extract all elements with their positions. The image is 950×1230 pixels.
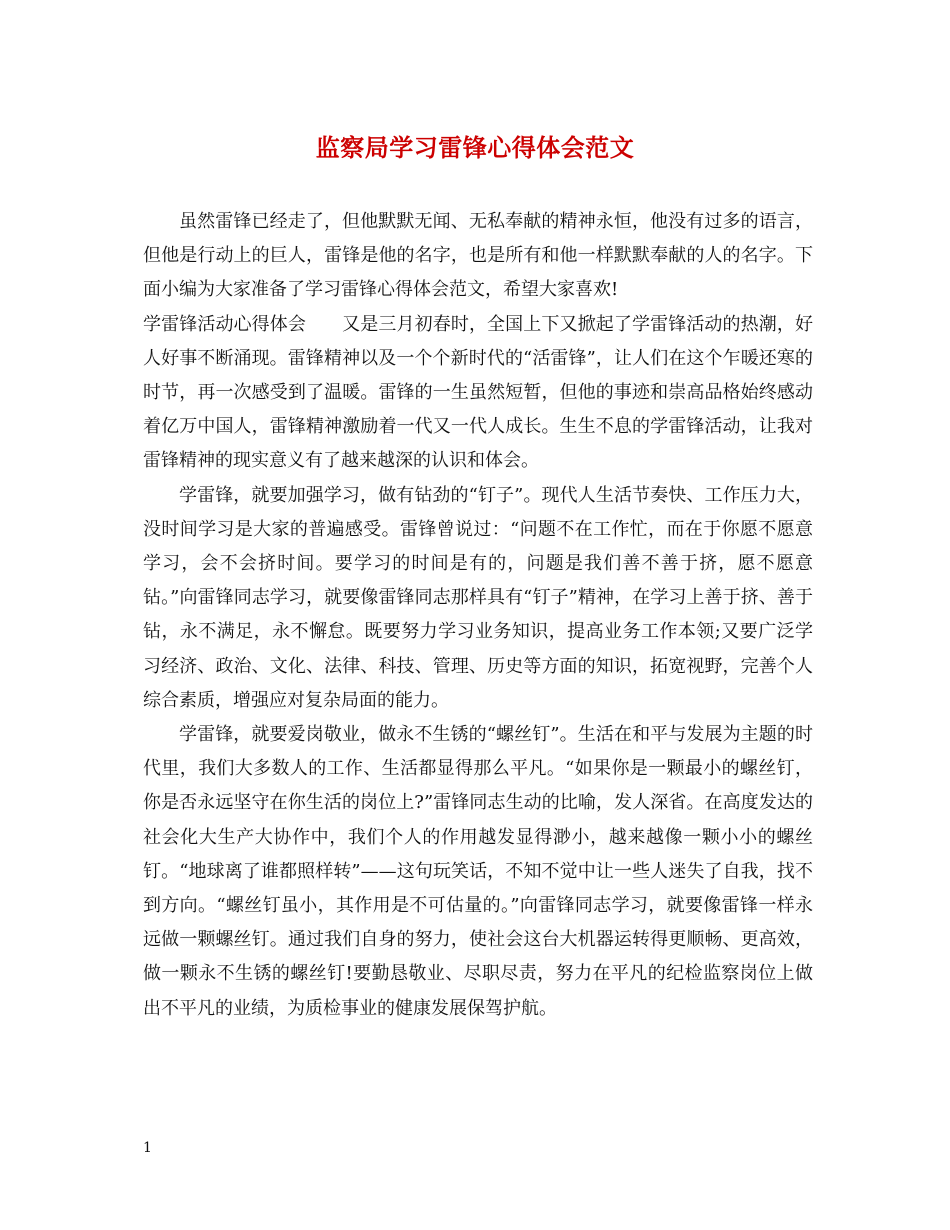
section-label: 学雷锋活动心得体会 <box>143 313 307 335</box>
paragraph-study-nail: 学雷锋，就要加强学习，做有钻劲的“钉子”。现代人生活节奏快、工作压力大，没时间学习是大家的普遍感受。雷锋曾说过：“问题不在工作忙，而在于你愿不愿意学习，会不会挤时间。要学习的时间是有的，问题是我们善不善于挤，愿不愿意钻。”向雷锋同志学习，就要像雷锋同志那样具有“钉子”精神，在学习上善于挤、善于钻，永不满足，永不懈怠。既要努力学习业务知识，提高业务工作本领;又要广泛学习经济、政治、文化、法律、科技、管理、历史等方面的知识，拓宽视野，完善个人综合素质，增强应对复杂局面的能力。 <box>143 484 813 711</box>
document-body <box>143 205 813 1026</box>
paragraph-screw: 学雷锋，就要爱岗敬业，做永不生锈的“螺丝钉”。生活在和平与发展为主题的时代里，我们大多数人的工作、生活都显得那么平凡。“如果你是一颗最小的螺丝钉，你是否永远坚守在你生活的岗位上?”雷锋同志生动的比喻，发人深省。在高度发达的社会化大生产大协作中，我们个人的作用越发显得渺小，越来越像一颗小小的螺丝钉。“地球离了谁都照样转”——这句玩笑话，不知不觉中让一些人迷失了自我，找不到方向。“螺丝钉虽小，其作用是不可估量的。”向雷锋同志学习，就要像雷锋一样永远做一颗螺丝钉。通过我们自身的努力，使社会这台大机器运转得更顺畅、更高效，做一颗永不生锈的螺丝钉!要勤恳敬业、尽职尽责，努力在平凡的纪检监察岗位上做出不平凡的业绩，为质检事业的健康发展保驾护航。 <box>143 724 813 1019</box>
section-first-paragraph: 又是三月初春时，全国上下又掀起了学雷锋活动的热潮，好人好事不断涌现。雷锋精神以及一个个新时代的“活雷锋”，让人们在这个乍暖还寒的时节，再一次感受到了温暖。雷锋的一生虽然短暂，但他的事迹和崇高品格始终感动着亿万中国人，雷锋精神激励着一代又一代人成长。生生不息的学雷锋活动，让我对雷锋精神的现实意义有了越来越深的认识和体会。 <box>143 313 813 472</box>
document-title: 监察局学习雷锋心得体会范文 <box>315 133 635 162</box>
section-paragraph <box>143 308 813 479</box>
section-gap <box>306 314 342 335</box>
page-number: 1 <box>143 1140 152 1156</box>
intro-paragraph: 虽然雷锋已经走了，但他默默无闻、无私奉献的精神永恒，他没有过多的语言，但他是行动上的巨人，雷锋是他的名字，也是所有和他一样默默奉献的人的名字。下面小编为大家准备了学习雷锋心得体会范文，希望大家喜欢! <box>143 211 813 301</box>
